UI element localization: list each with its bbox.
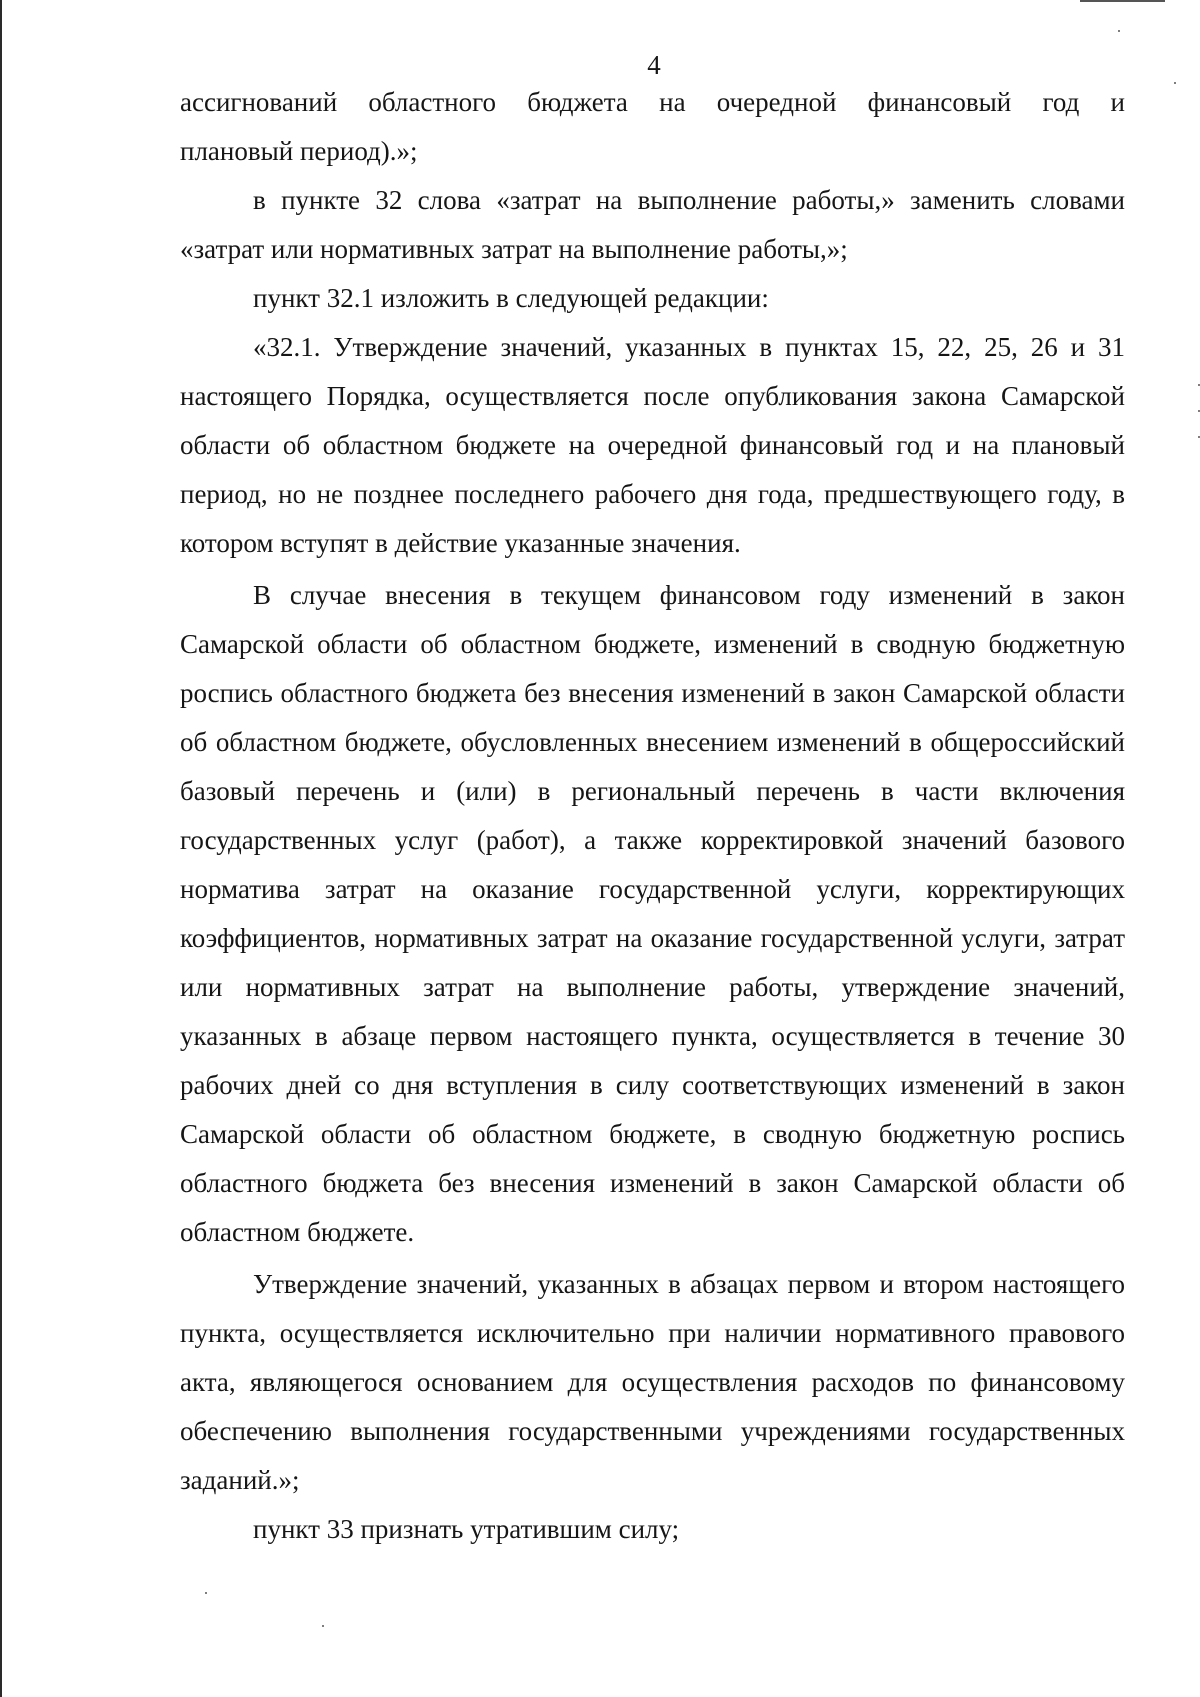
paragraph-line-2: плановый период).»; xyxy=(180,136,418,166)
page-number: 4 xyxy=(647,50,661,80)
paragraph-continuation xyxy=(180,78,1125,176)
scan-left-edge xyxy=(0,0,2,1697)
paragraph-amend-32: в пункте 32 слова «затрат на выполнение работы,» заменить словами «затрат или нормативных затрат на выполнение работы,»; xyxy=(180,185,1125,264)
scan-speck xyxy=(205,1592,207,1594)
scan-speck xyxy=(322,1625,324,1627)
paragraph-approval-condition: Утверждение значений, указанных в абзацах первом и втором настоящего пункта, осуществляется исключительно при наличии нормативного правового акта, являющегося основанием для осуществления расходов по финансовому обеспечению выполнения государственными учреждениями государственных заданий.»; xyxy=(180,1269,1125,1495)
scan-top-mark xyxy=(1080,0,1165,2)
paragraph-amend-33: пункт 33 признать утратившим силу; xyxy=(253,1514,680,1544)
scan-speck xyxy=(1174,82,1176,84)
document-body xyxy=(180,78,1125,1554)
paragraph-changes-case: В случае внесения в текущем финансовом году изменений в закон Самарской области об областном бюджете, изменений в сводную бюджетную роспись областного бюджета без внесения изменений в закон Самарской области об областном бюджете, обусловленных внесением изменений в общероссийский базовый перечень и (или) в региональный перечень в части включения государственных услуг (работ), а также корректировкой значений базового норматива затрат на оказание государственной услуги, корректирующих коэффициентов, нормативных затрат на оказание государственной услуги, затрат или нормативных затрат на выполнение работы, утверждение значений, указанных в абзаце первом настоящего пункта, осуществляется в течение 30 рабочих дней со дня вступления в силу соответствующих изменений в закон Самарской области об областном бюджете, в сводную бюджетную роспись областного бюджета без внесения изменений в закон Самарской области об областном бюджете. xyxy=(180,580,1125,1247)
paragraph-line-1: ассигнований областного бюджета на очередной финансовый год и xyxy=(180,87,1125,117)
scan-speck xyxy=(1118,30,1120,32)
paragraph-amend-32-1-intro: пункт 32.1 изложить в следующей редакции: xyxy=(253,283,769,313)
paragraph-32-1-text: «32.1. Утверждение значений, указанных в пунктах 15, 22, 25, 26 и 31 настоящего Порядка, осуществляется после опубликования закона Самарской области об областном бюджете на очередной финансовый год и на плановый период, но не позднее последнего рабочего дня года, предшествующего году, в котором вступят в действие указанные значения. xyxy=(180,332,1125,558)
